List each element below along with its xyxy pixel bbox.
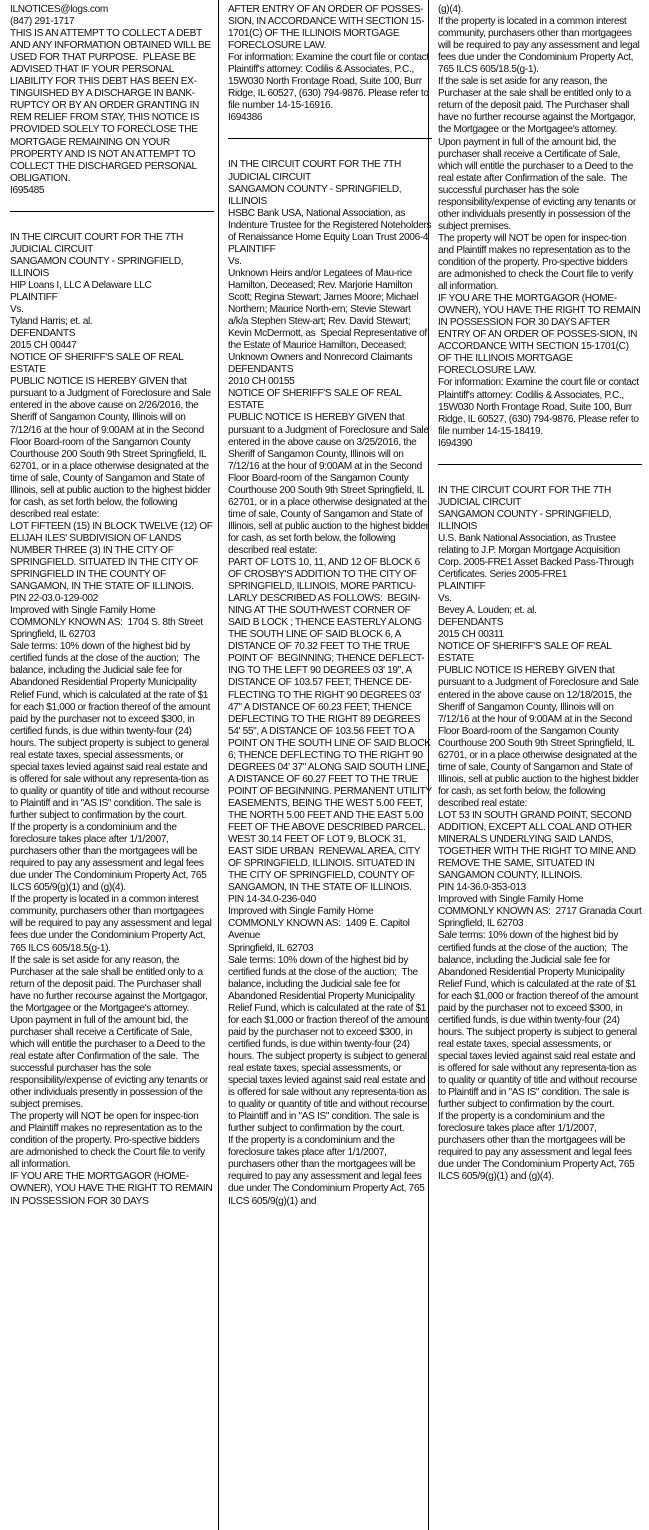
notice-block: IN THE CIRCUIT COURT FOR THE 7TH JUDICIAL CIRCUIT SANGAMON COUNTY - SPRINGFIELD, ILLINOIS HIP Loans I, LLC A Delaware LLC PLAINTIFF Vs. Tyland Harris; et. al. DEFENDANTS 2015 CH 00447 NOTICE OF SHERIFF'S SALE OF REAL ESTATE PUBLIC NOTICE IS HEREBY GIVEN that pursuant to a Judgment of Foreclosure and Sale entered in the above cause on 2/26/2016, the Sheriff of Sangamon County, Illinois will on 7/12/16 at the hour of 9:00AM at in the Second Floor Board-room of the Sangamon County Courthouse 200 South 9th Street Springfield, IL 62701, or in a place otherwise designated at the time of sale, County of Sangamon and State of Illinois, sell at public auction to the highest bidder for cash, as set forth below, the following described real estate: LOT FIFTEEN (15) IN BLOCK TWELVE (12) OF ELIJAH ILES' SUBDIVISION OF LANDS NUMBER THREE (3) IN THE CITY OF SPRINGFIELD. SITUATED IN THE CITY OF SPRINGFIELD IN THE COUNTY OF SANGAMON, IN THE STATE OF ILLINOIS. PIN 22-03.0-129-002 Improved with Single Family Home COMMONLY KNOWN AS: 1704 S. 8th Street Springfield, IL 62703 Sale terms: 10% down of the highest bid by certified funds at the close of the auction; The balance, including the Judicial sale fee for Abandoned Residential Property Municipality Relief Fund, which is calculated at the rate of $1 for each $1,000 or fraction thereof of the amount paid by the purchaser not to exceed $300, in certified funds, is due within twenty-four (24) hours. The subject property is subject to general real estate taxes, special assessments, or special taxes levied against said real estate and is offered for sale without any representa-tion as to quality or quantity of title and without recourse to Plaintiff and in "AS IS" condition. The sale is further subject to confirmation by the court. If the property is a condominium and the foreclosure takes place after 1/1/2007, purchasers other than the mortgagees will be required to pay any assessment and legal fees due under The Condominium Property Act, 765 ILCS 605/9(g)(1) and (g)(4). If the property is located in a common interest community, purchasers other than mortgagees will be required to pay any assessment and legal fees due under the Condominium Property Act, 765 ILCS 605/18.5(g-1). If the sale is set aside for any reason, the Purchaser at the sale shall be entitled only to a return of the deposit paid. The Purchaser shall have no further recourse against the Mortgagor, the Mortgagee or the Mortgagee's attorney. Upon payment in full of the amount bid, the purchaser shall receive a Certificate of Sale, which will entitle the purchaser to a Deed to the real estate after Confirmation of the sale. The successful purchaser has the sole responsibility/expense of evicting any tenants or other individuals presently in possession of the subject premises. The property will NOT be open for inspec-tion and Plaintiff makes no representation as to the condition of the property. Pro-spective bidders are admonished to check the Court file to verify all information. IF YOU ARE THE MORTGAGOR (HOME-OWNER), YOU HAVE THE RIGHT TO REMAIN IN POSSESSION FOR 30 DAYS: [10, 231, 213, 1207]
column-3: [438, 4, 642, 1526]
notice-continuation-block: (g)(4). If the property is located in a common interest community, purchasers other than mortgagees will be required to pay any assessment and legal fees due under the Condominium Property Act, 765 ILCS 605/18.5(g-1). If the sale is set aside for any reason, the Purchaser at the sale shall be entitled only to a return of the deposit paid. The Purchaser shall have no further recourse against the Mortgagor, the Mortgagee or the Mortgagee's attorney. Upon payment in full of the amount bid, the purchaser shall receive a Certificate of Sale, which will entitle the purchaser to a Deed to the real estate after Confirmation of the sale. The successful purchaser has the sole responsibility/expense of evicting any tenants or other individuals presently in possession of the subject premises. The property will NOT be open for inspec-tion and Plaintiff makes no representation as to the condition of the property. Pro-spective bidders are admonished to check the Court file to verify all information. IF YOU ARE THE MORTGAGOR (HOME-OWNER), YOU HAVE THE RIGHT TO REMAIN IN POSSESSION FOR 30 DAYS AFTER ENTRY OF AN ORDER OF POSSES-SION, IN ACCORDANCE WITH SECTION 15-1701(C) OF THE ILLINOIS MORTGAGE FORECLOSURE LAW. For information: Examine the court file or contact Plaintiff's attorney: Codilis & Associates, P.C., 15W030 North Frontage Road, Suite 100, Burr Ridge, IL 60527, (630) 794-9876. Please refer to file number 14-15-18419. I694390: [438, 4, 641, 449]
notice-separator: [10, 211, 214, 212]
notice-separator: [228, 138, 432, 139]
column-2: [228, 4, 432, 1526]
notice-separator: [438, 464, 642, 465]
column-divider: [218, 0, 219, 1530]
notice-block: IN THE CIRCUIT COURT FOR THE 7TH JUDICIAL CIRCUIT SANGAMON COUNTY - SPRINGFIELD, ILLINOIS HSBC Bank USA, National Association, as Indenture Trustee for the Registered Noteholders of Renaissance Home Equity Loan Trust 2006-4 PLAINTIFF Vs. Unknown Heirs and/or Legatees of Mau-rice Hamilton, Deceased; Rev. Marjorie Hamilton Scott; Regina Stewart; James Moore; Michael Northern; Maurice North-ern; Stevie Stewart a/k/a Stephen Stew-art; Rev. David Stewart; Kevin McDermott, as Special Representative of the Estate of Maurice Hamilton, Deceased; Unknown Owners and Nonrecord Claimants DEFENDANTS 2010 CH 00155 NOTICE OF SHERIFF'S SALE OF REAL ESTATE PUBLIC NOTICE IS HEREBY GIVEN that pursuant to a Judgment of Foreclosure and Sale entered in the above cause on 3/25/2016, the Sheriff of Sangamon County, Illinois will on 7/12/16 at the hour of 9:00AM at in the Second Floor Board-room of the Sangamon County Courthouse 200 South 9th Street Springfield, IL 62701, or in a place otherwise designated at the time of sale, County of Sangamon and State of Illinois, sell at public auction to the highest bidder for cash, as set forth below, the following described real estate: PART OF LOTS 10, 11, AND 12 OF BLOCK 6 OF CROSBY'S ADDITION TO THE CITY OF SPRINGFIELD, ILLINOIS, MORE PARTICU-LARLY DESCRIBED AS FOLLOWS: BEGIN-NING AT THE SOUTHWEST CORNER OF SAID B LOCK ; THENCE EASTERLY ALONG THE SOUTH LINE OF SAID BLOCK 6, A DISTANCE OF 70.32 FEET TO THE TRUE POINT OF BEGINNING; THENCE DEFLECT-ING TO THE LEFT 90 DEGREES 03' 19", A DISTANCE OF 103.57 FEET; THENCE DE-FLECTING TO THE RIGHT 90 DEGREES 03' 47" A DISTANCE OF 60.23 FEET; THENCE DEFLECTING TO THE RIGHT 89 DEGREES 54' 55", A DISTANCE OF 103.56 FEET TO A POINT ON THE SOUTH LINE OF SAID BLOCK 6; THENCE DEFLECTING TO THE RIGHT 90 DEGREES 04' 37" ALONG SAID SOUTH LINE, A DISTANCE OF 60.27 FEET TO THE TRUE POINT OF BEGINNING. PERMANENT UTILITY EASEMENTS, BEING THE WEST 5.00 FEET, THE NORTH 5.00 FEET AND THE EAST 5.00 FEET OF THE ABOVE DESCRIBED PARCEL. WEST 30.14 FEET OF LOT 9, BLOCK 31, EAST SIDE URBAN RENEWAL AREA, CITY OF SPRINGFIELD, ILLINOIS. SITUATED IN THE CITY OF SPRINGFIELD, COUNTY OF SANGAMON, IN THE STATE OF ILLINOIS. PIN 14-34.0-236-040 Improved with Single Family Home COMMONLY KNOWN AS: 1409 E. Capitol Avenue Springfield, IL 62703 Sale terms: 10% down of the highest bid by certified funds at the close of the auction; The balance, including the Judicial sale fee for Abandoned Residential Property Municipality Relief Fund, which is calculated at the rate of $1 for each $1,000 or fraction thereof of the amount paid by the purchaser not to exceed $300, in certified funds, is due within twenty-four (24) hours. The subject property is subject to general real estate taxes, special assessments, or special taxes levied against said real estate and is offered for sale without any representa-tion as to quality or quantity of title and without recourse to Plaintiff and in "AS IS" condition. The sale is further subject to confirmation by the court. If the property is a condominium and the foreclosure takes place after 1/1/2007, purchasers other than the mortgagees will be required to pay any assessment and legal fees due under The Condominium Property Act, 765 ILCS 605/9(g)(1) and: [228, 159, 432, 1207]
notice-continuation-block: AFTER ENTRY OF AN ORDER OF POSSES-SION, IN ACCORDANCE WITH SECTION 15-1701(C) OF THE ILLINOIS MORTGAGE FORECLOSURE LAW. For information: Examine the court file or contact Plaintiff's attorney: Codilis & Associates, P.C., 15W030 North Frontage Road, Suite 100, Burr Ridge, IL 60527, (630) 794-9876. Please refer to file number 14-15-16916. I694386: [228, 4, 429, 124]
column-1: [10, 4, 214, 1526]
notice-continuation-block: ILNOTICES@logs.com (847) 291-1717 THIS IS AN ATTEMPT TO COLLECT A DEBT AND ANY INFORMATION OBTAINED WILL BE USED FOR THAT PURPOSE. PLEASE BE ADVISED THAT IF YOUR PERSONAL LIABILITY FOR THIS DEBT HAS BEEN EX-TINGUISHED BY A DISCHARGE IN BANK-RUPTCY OR BY AN ORDER GRANTING IN REM RELIEF FROM STAY, THIS NOTICE IS PROVIDED SOLELY TO FORECLOSE THE MORTGAGE REMAINING ON YOUR PROPERTY AND IS NOT AN ATTEMPT TO COLLECT THE DISCHARGED PERSONAL OBLIGATION. I695485: [10, 4, 211, 196]
notice-block: IN THE CIRCUIT COURT FOR THE 7TH JUDICIAL CIRCUIT SANGAMON COUNTY - SPRINGFIELD, ILLINOIS U.S. Bank National Association, as Trustee relating to J.P. Morgan Mortgage Acquisition Corp. 2005-FRE1 Asset Backed Pass-Through Certificates. Series 2005-FRE1 PLAINTIFF Vs. Bevey A. Louden; et. al. DEFENDANTS 2015 CH 00311 NOTICE OF SHERIFF'S SALE OF REAL ESTATE PUBLIC NOTICE IS HEREBY GIVEN that pursuant to a Judgment of Foreclosure and Sale entered in the above cause on 12/18/2015, the Sheriff of Sangamon County, Illinois will on 7/12/16 at the hour of 9:00AM at in the Second Floor Board-room of the Sangamon County Courthouse 200 South 9th Street Springfield, IL 62701, or in a place otherwise designated at the time of sale, County of Sangamon and State of Illinois, sell at public auction to the highest bidder for cash, as set forth below, the following described real estate: LOT 53 IN SOUTH GRAND POINT, SECOND ADDITION, EXCEPT ALL COAL AND OTHER MINERALS UNDERLYING SAID LANDS, TOGETHER WITH THE RIGHT TO MINE AND REMOVE THE SAME, SITUATED IN SANGAMON COUNTY, ILLINOIS. PIN 14-36.0-353-013 Improved with Single Family Home COMMONLY KNOWN AS: 2717 Granada Court Springfield, IL 62703 Sale terms: 10% down of the highest bid by certified funds at the close of the auction; The balance, including the Judicial sale fee for Abandoned Residential Property Municipality Relief Fund, which is calculated at the rate of $1 for each $1,000 or fraction thereof of the amount paid by the purchaser not to exceed $300, in certified funds, is due within twenty-four (24) hours. The subject property is subject to general real estate taxes, special assessments, or special taxes levied against said real estate and is offered for sale without any representa-tion as to quality or quantity of title and without recourse to Plaintiff and in "AS IS" condition. The sale is further subject to confirmation by the court. If the property is a condominium and the foreclosure takes place after 1/1/2007, purchasers other than the mortgagees will be required to pay any assessment and legal fees due under The Condominium Property Act, 765 ILCS 605/9(g)(1) and (g)(4).: [438, 484, 642, 1183]
